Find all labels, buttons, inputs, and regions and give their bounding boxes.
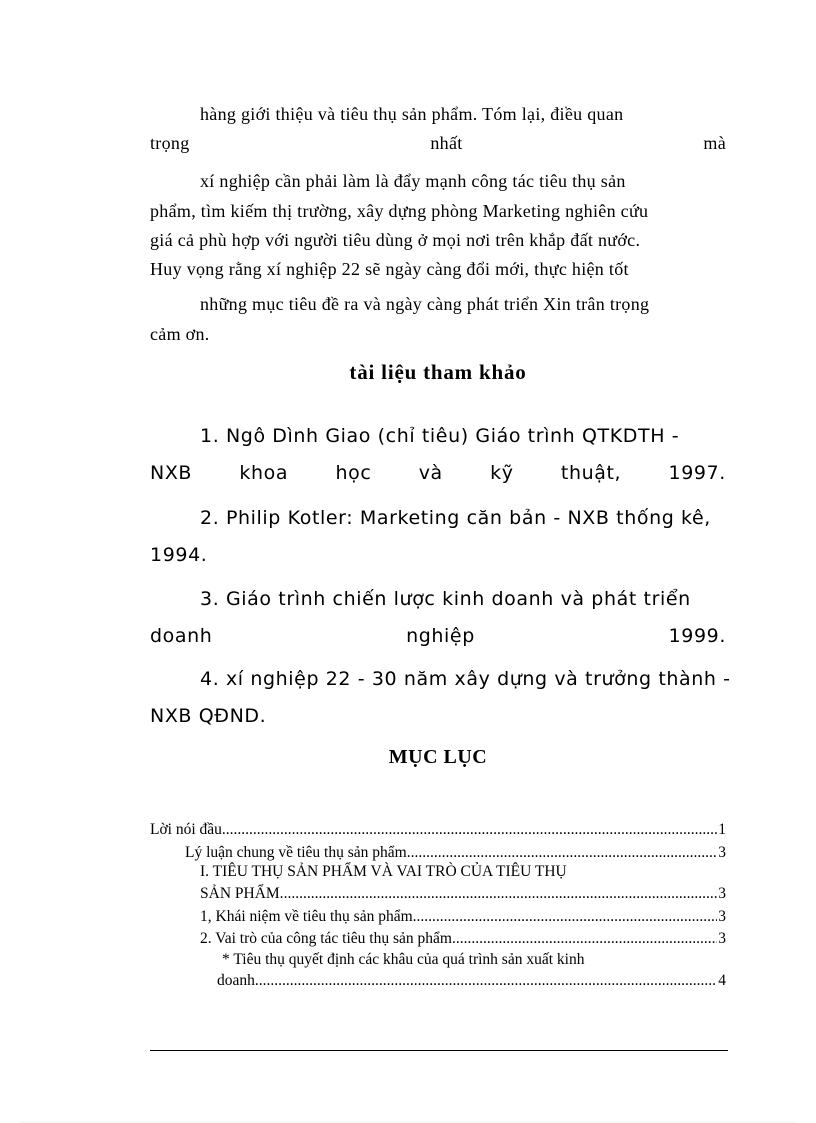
- body-line: giá cả phù hợp với người tiêu dùng ở mọi nơi trên khắp đất nước.: [150, 230, 641, 250]
- toc-entry: [150, 820, 726, 839]
- toc-entry: [200, 929, 726, 948]
- toc-entry-text: SẢN PHẨM.: [200, 885, 284, 902]
- reference-1-line2: [150, 462, 726, 484]
- toc-entry-page: 3: [718, 930, 726, 947]
- reference-4-line2: NXB QĐND.: [150, 705, 267, 727]
- footer-rule: [150, 1050, 728, 1051]
- toc-entry: [217, 971, 726, 990]
- toc-entry: [200, 907, 726, 926]
- reference-3-line2: [150, 625, 726, 647]
- word: mà: [703, 133, 726, 153]
- word: trọng: [150, 133, 190, 153]
- word: NXB: [150, 462, 193, 484]
- toc-entry: [200, 884, 726, 903]
- toc-entry-page: 3: [718, 885, 726, 902]
- reference-2-line1: 2. Philip Kotler: Marketing căn bản - NXB thống kê,: [200, 507, 711, 529]
- toc-entry-text: 2. Vai trò của công tác tiêu thụ sản phẩm: [200, 930, 452, 947]
- body-line: phẩm, tìm kiếm thị trường, xây dựng phòng Marketing nghiên cứu: [150, 201, 649, 221]
- toc-entry-text: doanh.: [217, 972, 259, 989]
- references-title: tài liệu tham khảo: [349, 360, 527, 384]
- word: và: [418, 462, 443, 484]
- toc-entry-line: [222, 950, 726, 969]
- body-line: hàng giới thiệu và tiêu thụ sản phẩm. Tóm lại, điều quan: [200, 104, 624, 124]
- word: 1997.: [668, 462, 726, 484]
- word: nhất: [430, 133, 463, 153]
- body-line: những mục tiêu đề ra và ngày càng phát triển Xin trân trọng: [200, 294, 650, 314]
- reference-1-line1: 1. Ngô Dình Giao (chỉ tiêu) Giáo trình QTKDTH -: [200, 425, 680, 447]
- toc-title: MỤC LỤC: [388, 746, 488, 768]
- reference-2-line2: 1994.: [150, 544, 208, 566]
- word: kỹ: [490, 462, 514, 484]
- toc-entry-page: 3: [718, 844, 726, 861]
- word: thuật,: [560, 462, 622, 484]
- toc-entry: [185, 843, 726, 862]
- body-line: [150, 132, 726, 154]
- body-line: xí nghiệp cần phải làm là đẩy mạnh công tác tiêu thụ sản: [200, 171, 626, 191]
- toc-entry-text: Lời nói đầu: [150, 821, 222, 838]
- toc-entry-page: 1: [718, 821, 726, 838]
- reference-3-line1: 3. Giáo trình chiến lược kinh doanh và phát triển: [200, 588, 691, 610]
- word: doanh: [150, 625, 213, 647]
- body-line: Huy vọng rằng xí nghiệp 22 sẽ ngày càng đổi mới, thực hiện tốt: [150, 259, 629, 279]
- toc-entry-page: 4: [718, 972, 726, 989]
- word: nghiệp: [406, 625, 475, 647]
- toc-entry-text: * Tiêu thụ quyết định các khâu của quá trình sản xuất kinh: [222, 951, 585, 968]
- word: 1999.: [668, 625, 726, 647]
- toc-entry-line: [200, 862, 726, 881]
- toc-entry-text: Lý luận chung về tiêu thụ sản phẩm: [185, 844, 407, 861]
- word: học: [335, 462, 372, 484]
- toc-entry-text: 1, Khái niệm về tiêu thụ sản phẩm.: [200, 908, 417, 925]
- toc-entry-text: I. TIÊU THỤ SẢN PHẨM VÀ VAI TRÒ CỦA TIÊU THỤ: [200, 863, 567, 880]
- reference-4-line1: 4. xí nghiệp 22 - 30 năm xây dựng và trưởng thành -: [200, 668, 731, 690]
- body-line: cảm ơn.: [150, 324, 210, 344]
- toc-entry-page: 3: [718, 908, 726, 925]
- word: khoa: [239, 462, 289, 484]
